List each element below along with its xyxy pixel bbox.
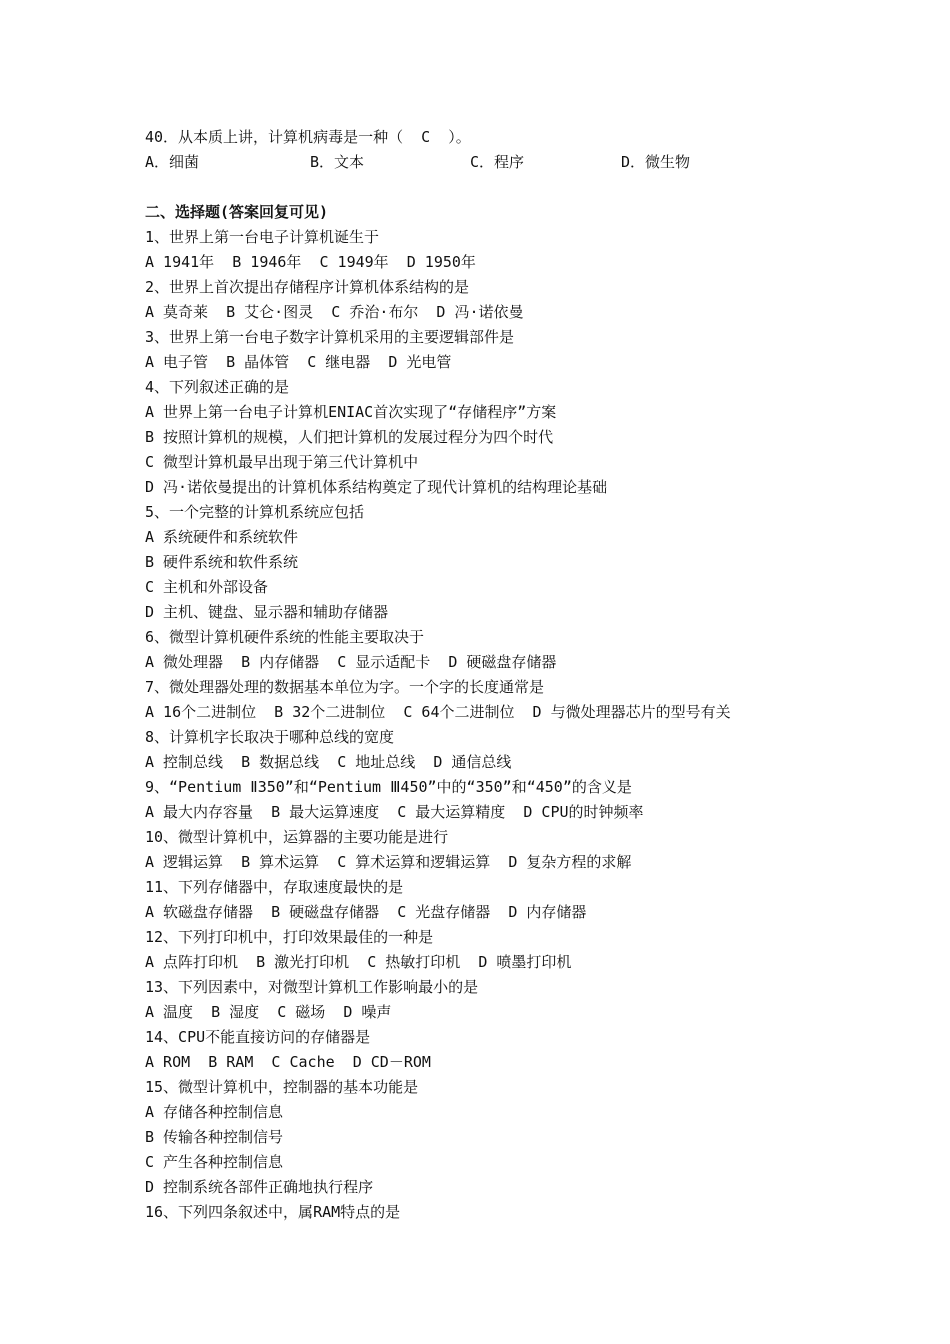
- answer-line: A 16个二进制位 B 32个二进制位 C 64个二进制位 D 与微处理器芯片的型号有关: [145, 703, 731, 721]
- question-line: 10、微型计算机中，运算器的主要功能是进行: [145, 828, 449, 846]
- option-b: B．文本: [310, 153, 365, 171]
- question-line: 8、计算机字长取决于哪种总线的宽度: [145, 728, 395, 746]
- section-title: 二、选择题(答案回复可见): [145, 203, 329, 221]
- question-line: 12、下列打印机中，打印效果最佳的一种是: [145, 928, 434, 946]
- question-40-text: 40．从本质上讲，计算机病毒是一种（ C ）。: [145, 128, 471, 146]
- answer-line: C 主机和外部设备: [145, 578, 269, 596]
- answer-line: D 控制系统各部件正确地执行程序: [145, 1178, 374, 1196]
- answer-line: A 存储各种控制信息: [145, 1103, 284, 1121]
- answer-line: C 微型计算机最早出现于第三代计算机中: [145, 453, 419, 471]
- answer-line: B 硬件系统和软件系统: [145, 553, 299, 571]
- answer-line: A 温度 B 湿度 C 磁场 D 噪声: [145, 1003, 392, 1021]
- answer-line: B 传输各种控制信号: [145, 1128, 284, 1146]
- question-40: [145, 125, 845, 175]
- question-line: 1、世界上第一台电子计算机诞生于: [145, 228, 380, 246]
- option-c: C．程序: [470, 153, 525, 171]
- question-line: 6、微型计算机硬件系统的性能主要取决于: [145, 628, 425, 646]
- question-line: 9、“Pentium Ⅱ350”和“Pentium Ⅲ450”中的“350”和“450”的含义是: [145, 778, 632, 796]
- answer-line: A 微处理器 B 内存储器 C 显示适配卡 D 硬磁盘存储器: [145, 653, 557, 671]
- question-line: 14、CPU不能直接访问的存储器是: [145, 1028, 371, 1046]
- answer-line: A 软磁盘存储器 B 硬磁盘存储器 C 光盘存储器 D 内存储器: [145, 903, 587, 921]
- answer-line: D 冯·诺依曼提出的计算机体系结构奠定了现代计算机的结构理论基础: [145, 478, 608, 496]
- answer-line: A ROM B RAM C Cache D CD－ROM: [145, 1053, 431, 1071]
- question-line: 5、一个完整的计算机系统应包括: [145, 503, 365, 521]
- answer-line: A 世界上第一台电子计算机ENIAC首次实现了“存储程序”方案: [145, 403, 557, 421]
- answer-line: A 系统硬件和系统软件: [145, 528, 299, 546]
- option-d: D．微生物: [621, 153, 691, 171]
- question-line: 11、下列存储器中，存取速度最快的是: [145, 878, 404, 896]
- answer-line: A 电子管 B 晶体管 C 继电器 D 光电管: [145, 353, 452, 371]
- answer-line: A 逻辑运算 B 算术运算 C 算术运算和逻辑运算 D 复杂方程的求解: [145, 853, 632, 871]
- multiple-choice-section: [145, 199, 845, 1225]
- answer-line: C 产生各种控制信息: [145, 1153, 284, 1171]
- question-line: 15、微型计算机中，控制器的基本功能是: [145, 1078, 419, 1096]
- answer-line: A 1941年 B 1946年 C 1949年 D 1950年: [145, 253, 476, 271]
- answer-line: A 点阵打印机 B 激光打印机 C 热敏打印机 D 喷墨打印机: [145, 953, 572, 971]
- question-line: 7、微处理器处理的数据基本单位为字。一个字的长度通常是: [145, 678, 545, 696]
- answer-line: A 莫奇莱 B 艾仑·图灵 C 乔治·布尔 D 冯·诺依曼: [145, 303, 524, 321]
- question-line: 4、下列叙述正确的是: [145, 378, 290, 396]
- answer-line: B 按照计算机的规模，人们把计算机的发展过程分为四个时代: [145, 428, 554, 446]
- question-line: 13、下列因素中，对微型计算机工作影响最小的是: [145, 978, 479, 996]
- question-line: 3、世界上第一台电子数字计算机采用的主要逻辑部件是: [145, 328, 515, 346]
- option-a: A．细菌: [145, 153, 200, 171]
- answer-line: D 主机、键盘、显示器和辅助存储器: [145, 603, 389, 621]
- question-40-options: [145, 150, 845, 175]
- question-line: 16、下列四条叙述中，属RAM特点的是: [145, 1203, 401, 1221]
- answer-line: A 控制总线 B 数据总线 C 地址总线 D 通信总线: [145, 753, 512, 771]
- answer-line: A 最大内存容量 B 最大运算速度 C 最大运算精度 D CPU的时钟频率: [145, 803, 644, 821]
- question-line: 2、世界上首次提出存储程序计算机体系结构的是: [145, 278, 470, 296]
- question-list: [145, 225, 845, 1225]
